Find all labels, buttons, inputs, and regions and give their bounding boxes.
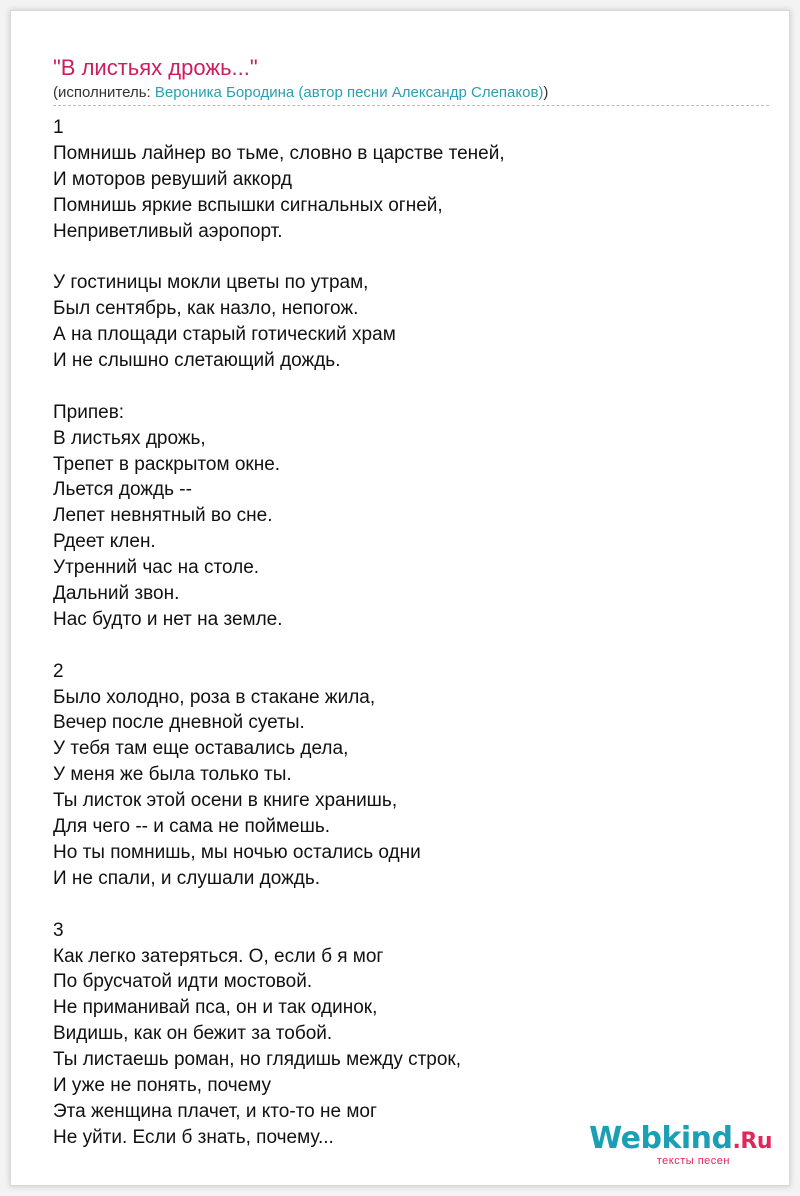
- logo-tagline: тексты песен: [656, 1155, 730, 1167]
- lyric-line: 1: [53, 117, 64, 138]
- lyric-line: Как легко затеряться. О, если б я мог: [53, 945, 384, 967]
- lyric-line: Помнишь яркие вспышки сигнальных огней,: [53, 194, 443, 216]
- lyric-line: По брусчатой идти мостовой.: [53, 971, 313, 993]
- lyric-line: Трепет в раскрытом окне.: [53, 453, 281, 475]
- song-subtitle: [53, 84, 548, 102]
- lyric-line: В листьях дрожь,: [53, 427, 206, 449]
- stanza-gap: [53, 244, 773, 270]
- lyric-line: 3: [53, 919, 64, 941]
- lyric-line: И уже не понять, почему: [53, 1074, 272, 1096]
- lyric-line: Было холодно, роза в стакане жила,: [53, 686, 376, 708]
- logo-wordmark: [589, 1122, 772, 1159]
- lyric-line: И не слышно слетающий дождь.: [53, 350, 341, 372]
- lyric-line: Нас будто и нет на земле.: [53, 608, 283, 630]
- song-title: "В листьях дрожь...": [53, 55, 258, 80]
- subtitle-suffix: ): [543, 84, 549, 101]
- lyric-line: Ты листаешь роман, но глядишь между строк,: [53, 1049, 462, 1071]
- lyric-line: У гостиницы мокли цветы по утрам,: [53, 272, 369, 294]
- lyric-line: Льется дождь --: [53, 479, 192, 501]
- lyrics-body: [53, 115, 773, 1151]
- lyric-line: А на площади старый готический храм: [53, 324, 396, 346]
- lyric-line: И не спали, и слушали дождь.: [53, 867, 321, 889]
- lyric-line: Эта женщина плачет, и кто-то не мог: [53, 1100, 377, 1122]
- lyric-line: 2: [53, 660, 64, 682]
- subtitle-prefix: (исполнитель:: [53, 84, 155, 101]
- stanza-gap: [53, 892, 773, 918]
- lyric-line: Помнишь лайнер во тьме, словно в царстве теней,: [53, 142, 505, 164]
- lyric-line: Был сентябрь, как назло, непогож.: [53, 298, 359, 320]
- lyric-line: Припев:: [53, 401, 125, 423]
- lyric-line: Но ты помнишь, мы ночью остались одни: [53, 841, 421, 863]
- lyric-line: Не приманивай пса, он и так одинок,: [53, 997, 378, 1019]
- stanza-gap: [53, 374, 773, 400]
- lyric-line: Вечер после дневной суеты.: [53, 712, 305, 734]
- webkind-logo[interactable]: [572, 1122, 772, 1172]
- lyric-line: У тебя там еще оставались дела,: [53, 738, 349, 760]
- lyric-line: Дальний звон.: [53, 583, 180, 605]
- lyric-line: Рдеет клен.: [53, 531, 156, 553]
- lyric-line: Не уйти. Если б знать, почему...: [53, 1126, 334, 1148]
- artist-link[interactable]: Вероника Бородина (автор песни Александр Слепаков): [154, 84, 544, 101]
- dashed-divider: [53, 105, 769, 106]
- lyric-line: У меня же была только ты.: [53, 764, 292, 786]
- lyric-line: И моторов ревуший аккорд: [53, 168, 292, 190]
- lyric-line: Видишь, как он бежит за тобой.: [53, 1023, 333, 1045]
- lyric-line: Для чего -- и сама не поймешь.: [53, 816, 331, 838]
- lyric-line: Утренний час на столе.: [53, 557, 260, 579]
- lyric-line: Лепет невнятный во сне.: [53, 505, 273, 527]
- logo-tld: .Ru: [732, 1129, 772, 1154]
- lyric-line: Ты листок этой осени в книге хранишь,: [53, 790, 398, 812]
- logo-brand: Webkind: [589, 1121, 733, 1156]
- lyric-line: Неприветливый аэропорт.: [53, 220, 283, 242]
- document-page: [10, 10, 790, 1186]
- stanza-gap: [53, 633, 773, 659]
